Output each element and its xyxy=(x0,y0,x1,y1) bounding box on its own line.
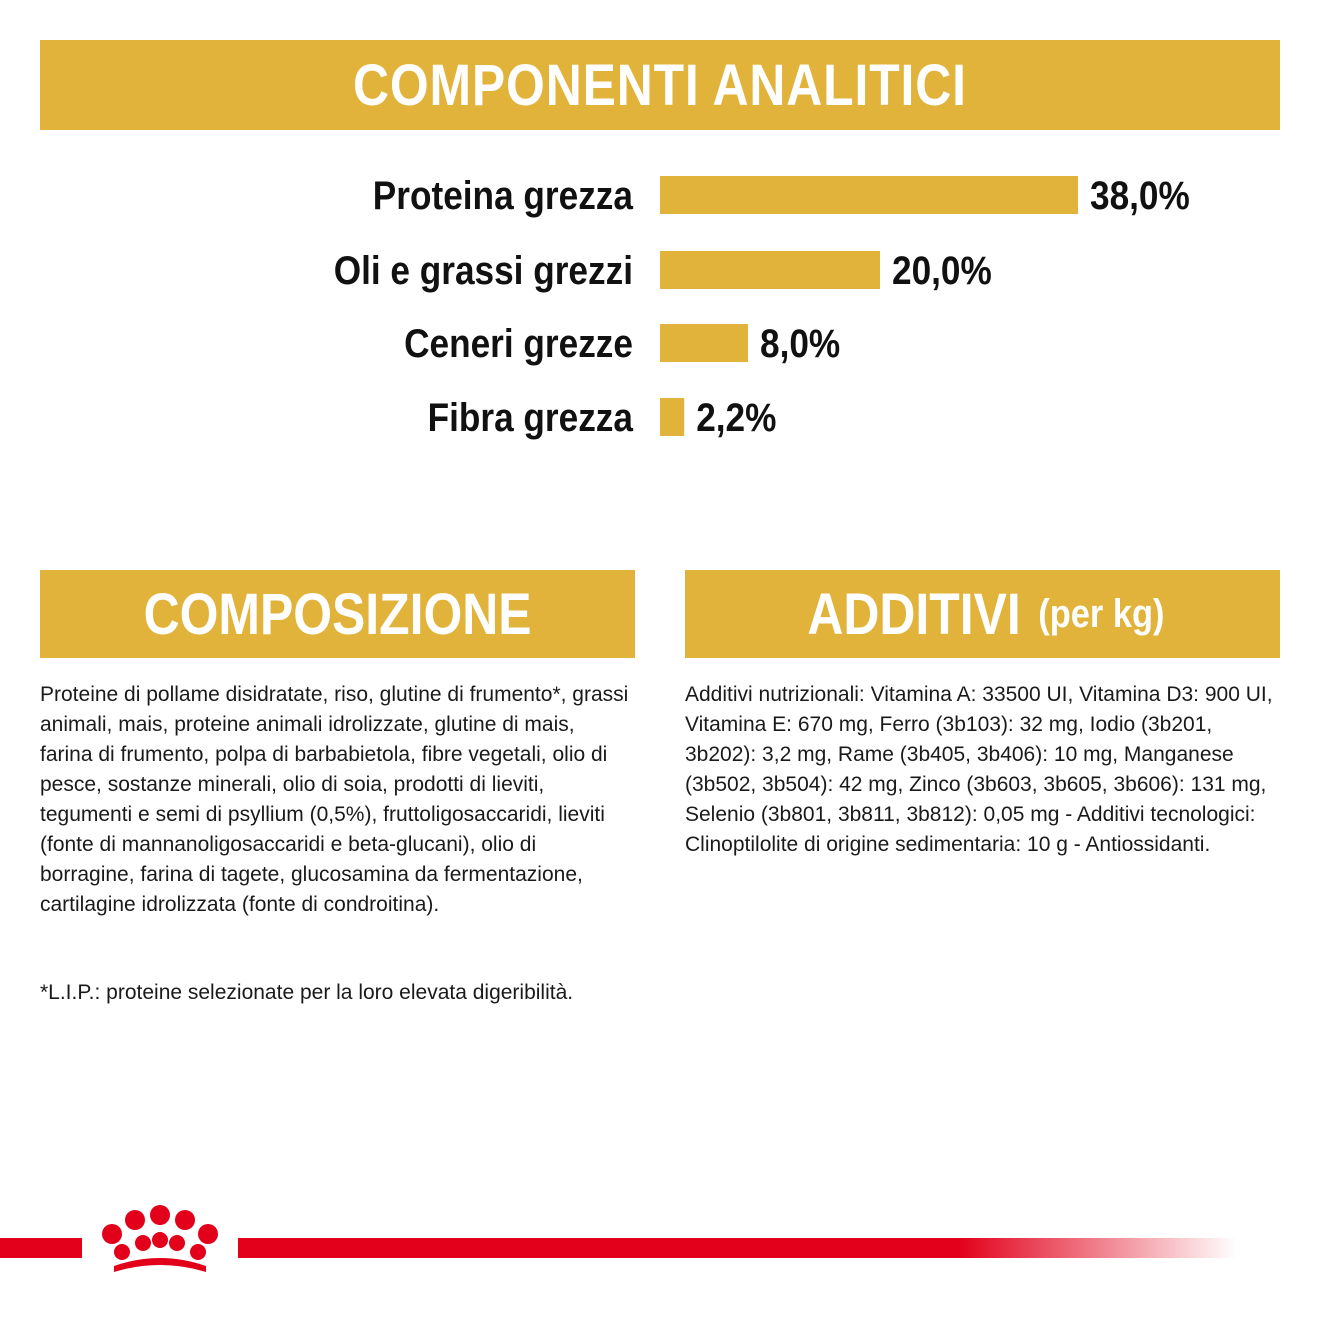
bar xyxy=(660,324,748,362)
additives-title-suffix: (per kg) xyxy=(1038,591,1165,636)
footer-red-line-right xyxy=(238,1238,1238,1258)
analytic-components-banner xyxy=(40,40,1280,130)
lip-footnote: *L.I.P.: proteine selezionate per la loro elevata digeribilità. xyxy=(40,981,574,1004)
bar-value-label: 2,2% xyxy=(696,396,777,440)
additives-text: Additivi nutrizionali: Vitamina A: 33500 UI, Vitamina D3: 900 UI, Vitamina E: 670 mg, Ferro (3b103): 32 mg, Iodio (3b201, 3b202): 3,2 mg, Rame (3b405, 3b406): 10 mg, Manganese (3b502, 3b504): 42 mg, Zinco (3b603, 3b605, 3b606): 131 mg, Selenio (3b801, 3b811, 3b812): 0,05 mg - Additivi tecnologici: Clinoptilolite di origine sedimentaria: 10 g - Antiossidanti. xyxy=(685,683,1273,856)
crown-icon xyxy=(102,1205,218,1272)
bar-value-label: 8,0% xyxy=(760,322,841,366)
additives-title: ADDITIVI xyxy=(807,581,1021,647)
analytic-components-chart xyxy=(0,160,1320,490)
composition-text: Proteine di pollame disidratate, riso, glutine di frumento*, grassi animali, mais, proteine animali idrolizzate, glutine di mais, farina di frumento, polpa di barbabietola, fibre vegetali, olio di pesce, sostanze minerali, olio di soia, prodotti di lieviti, tegumenti e semi di psyllium (0,5%), fruttoligosaccaridi, lieviti (fonte di mannanoligosaccaridi e beta-glucani), olio di borragine, farina di tagete, glucosamina da fermentazione, cartilagine idrolizzata (fonte di condroitina). xyxy=(40,683,629,916)
bar xyxy=(660,251,880,289)
bar-label: Ceneri grezze xyxy=(404,322,633,366)
additives-banner xyxy=(685,570,1280,658)
bar xyxy=(660,398,684,436)
bar-label: Oli e grassi grezzi xyxy=(333,249,633,293)
composition-title: COMPOSIZIONE xyxy=(143,581,532,647)
composition-banner xyxy=(40,570,635,658)
bar-label: Fibra grezza xyxy=(427,396,634,440)
footer-red-line-left xyxy=(0,1238,82,1258)
brand-footer xyxy=(0,1200,1320,1300)
bar-value-label: 38,0% xyxy=(1090,174,1190,218)
bar-label: Proteina grezza xyxy=(372,174,634,218)
bar-value-label: 20,0% xyxy=(892,249,992,293)
bar xyxy=(660,176,1078,214)
page-title: COMPONENTI ANALITICI xyxy=(353,52,967,118)
